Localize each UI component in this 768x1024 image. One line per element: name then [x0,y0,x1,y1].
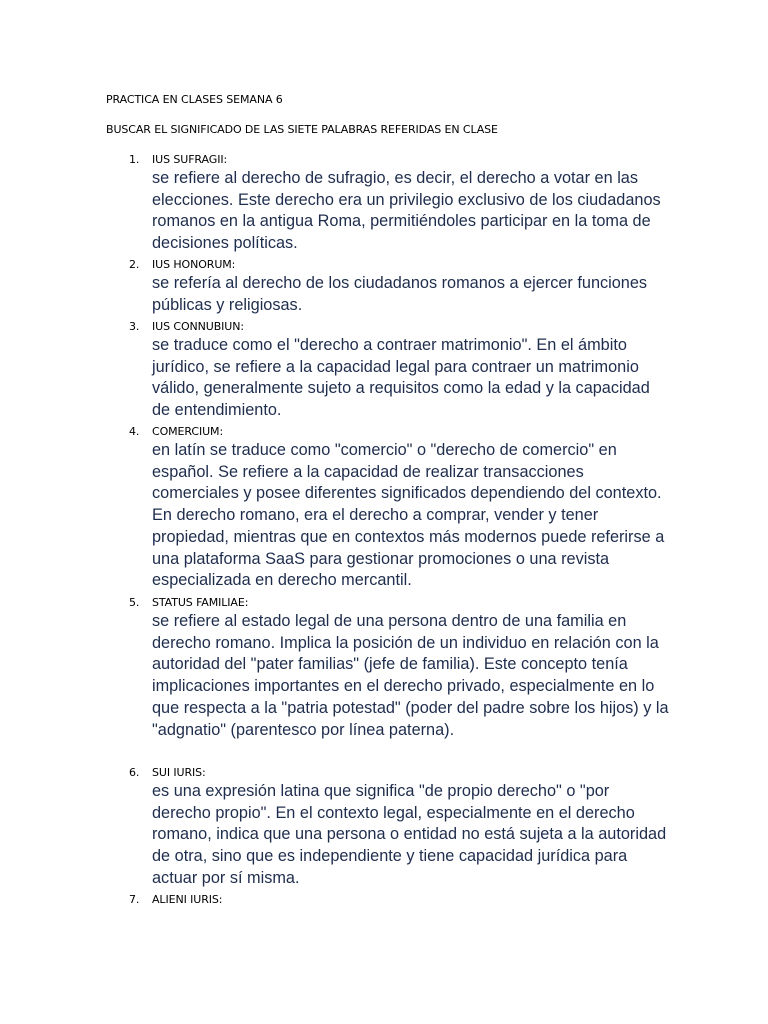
item-term: COMERCIUM: [152,425,224,438]
item-definition: en latín se traduce como "comercio" o "derecho de comercio" en español. Se refiere a la capacidad de realizar transacciones comerciales y posee diferentes significados dependiendo del contexto. En derecho romano, era el derecho a comprar, vender y tener propiedad, mientras que en contextos más modernos puede referirse a una plataforma SaaS para gestionar promociones o una revista especializada en derecho mercantil. [152,441,665,590]
item-number: 2. [129,258,140,271]
item-number: 1. [129,153,140,166]
item-number: 4. [129,425,140,438]
item-definition: se refiere al derecho de sufragio, es decir, el derecho a votar en las elecciones. Este derecho era un privilegio exclusivo de los ciudadanos romanos en la antigua Roma, permitiéndoles participar en la toma de decisiones políticas. [152,169,661,253]
item-number: 7. [129,893,140,906]
item-definition: es una expresión latina que significa "de propio derecho" o "por derecho propio". En el contexto legal, especialmente en el derecho romano, indica que una persona o entidad no está sujeta a la autoridad de otra, sino que es independiente y tiene capacidad jurídica para actuar por sí misma. [152,782,667,887]
item-number: 5. [129,596,140,609]
item-definition: se refiere al estado legal de una persona dentro de una familia en derecho romano. Implica la posición de un individuo en relación con la autoridad del "pater familias" (jefe de familia). Este concepto tenía implicaciones importantes en el derecho privado, especialmente en lo que respecta a la "patria potestad" (poder del padre sobre los hijos) y la "adgnatio" (parentesco por línea paterna). [152,612,669,739]
item-term: IUS CONNUBIUN: [152,320,244,333]
item-definition: se refería al derecho de los ciudadanos romanos a ejercer funciones públicas y religiosas. [152,274,648,314]
item-term: ALIENI IURIS: [152,893,223,906]
document-subtitle: BUSCAR EL SIGNIFICADO DE LAS SIETE PALABRAS REFERIDAS EN CLASE [106,123,498,136]
item-term: IUS SUFRAGII: [152,153,228,166]
item-number: 6. [129,766,140,779]
item-term: SUI IURIS: [152,766,206,779]
item-term: STATUS FAMILIAE: [152,596,249,609]
item-definition: se traduce como el "derecho a contraer matrimonio". En el ámbito jurídico, se refiere a la capacidad legal para contraer un matrimonio válido, generalmente sujeto a requisitos como la edad y la capacidad de entendimiento. [152,336,650,420]
item-term: IUS HONORUM: [152,258,236,271]
item-number: 3. [129,320,140,333]
document-title: PRACTICA EN CLASES SEMANA 6 [106,93,283,106]
